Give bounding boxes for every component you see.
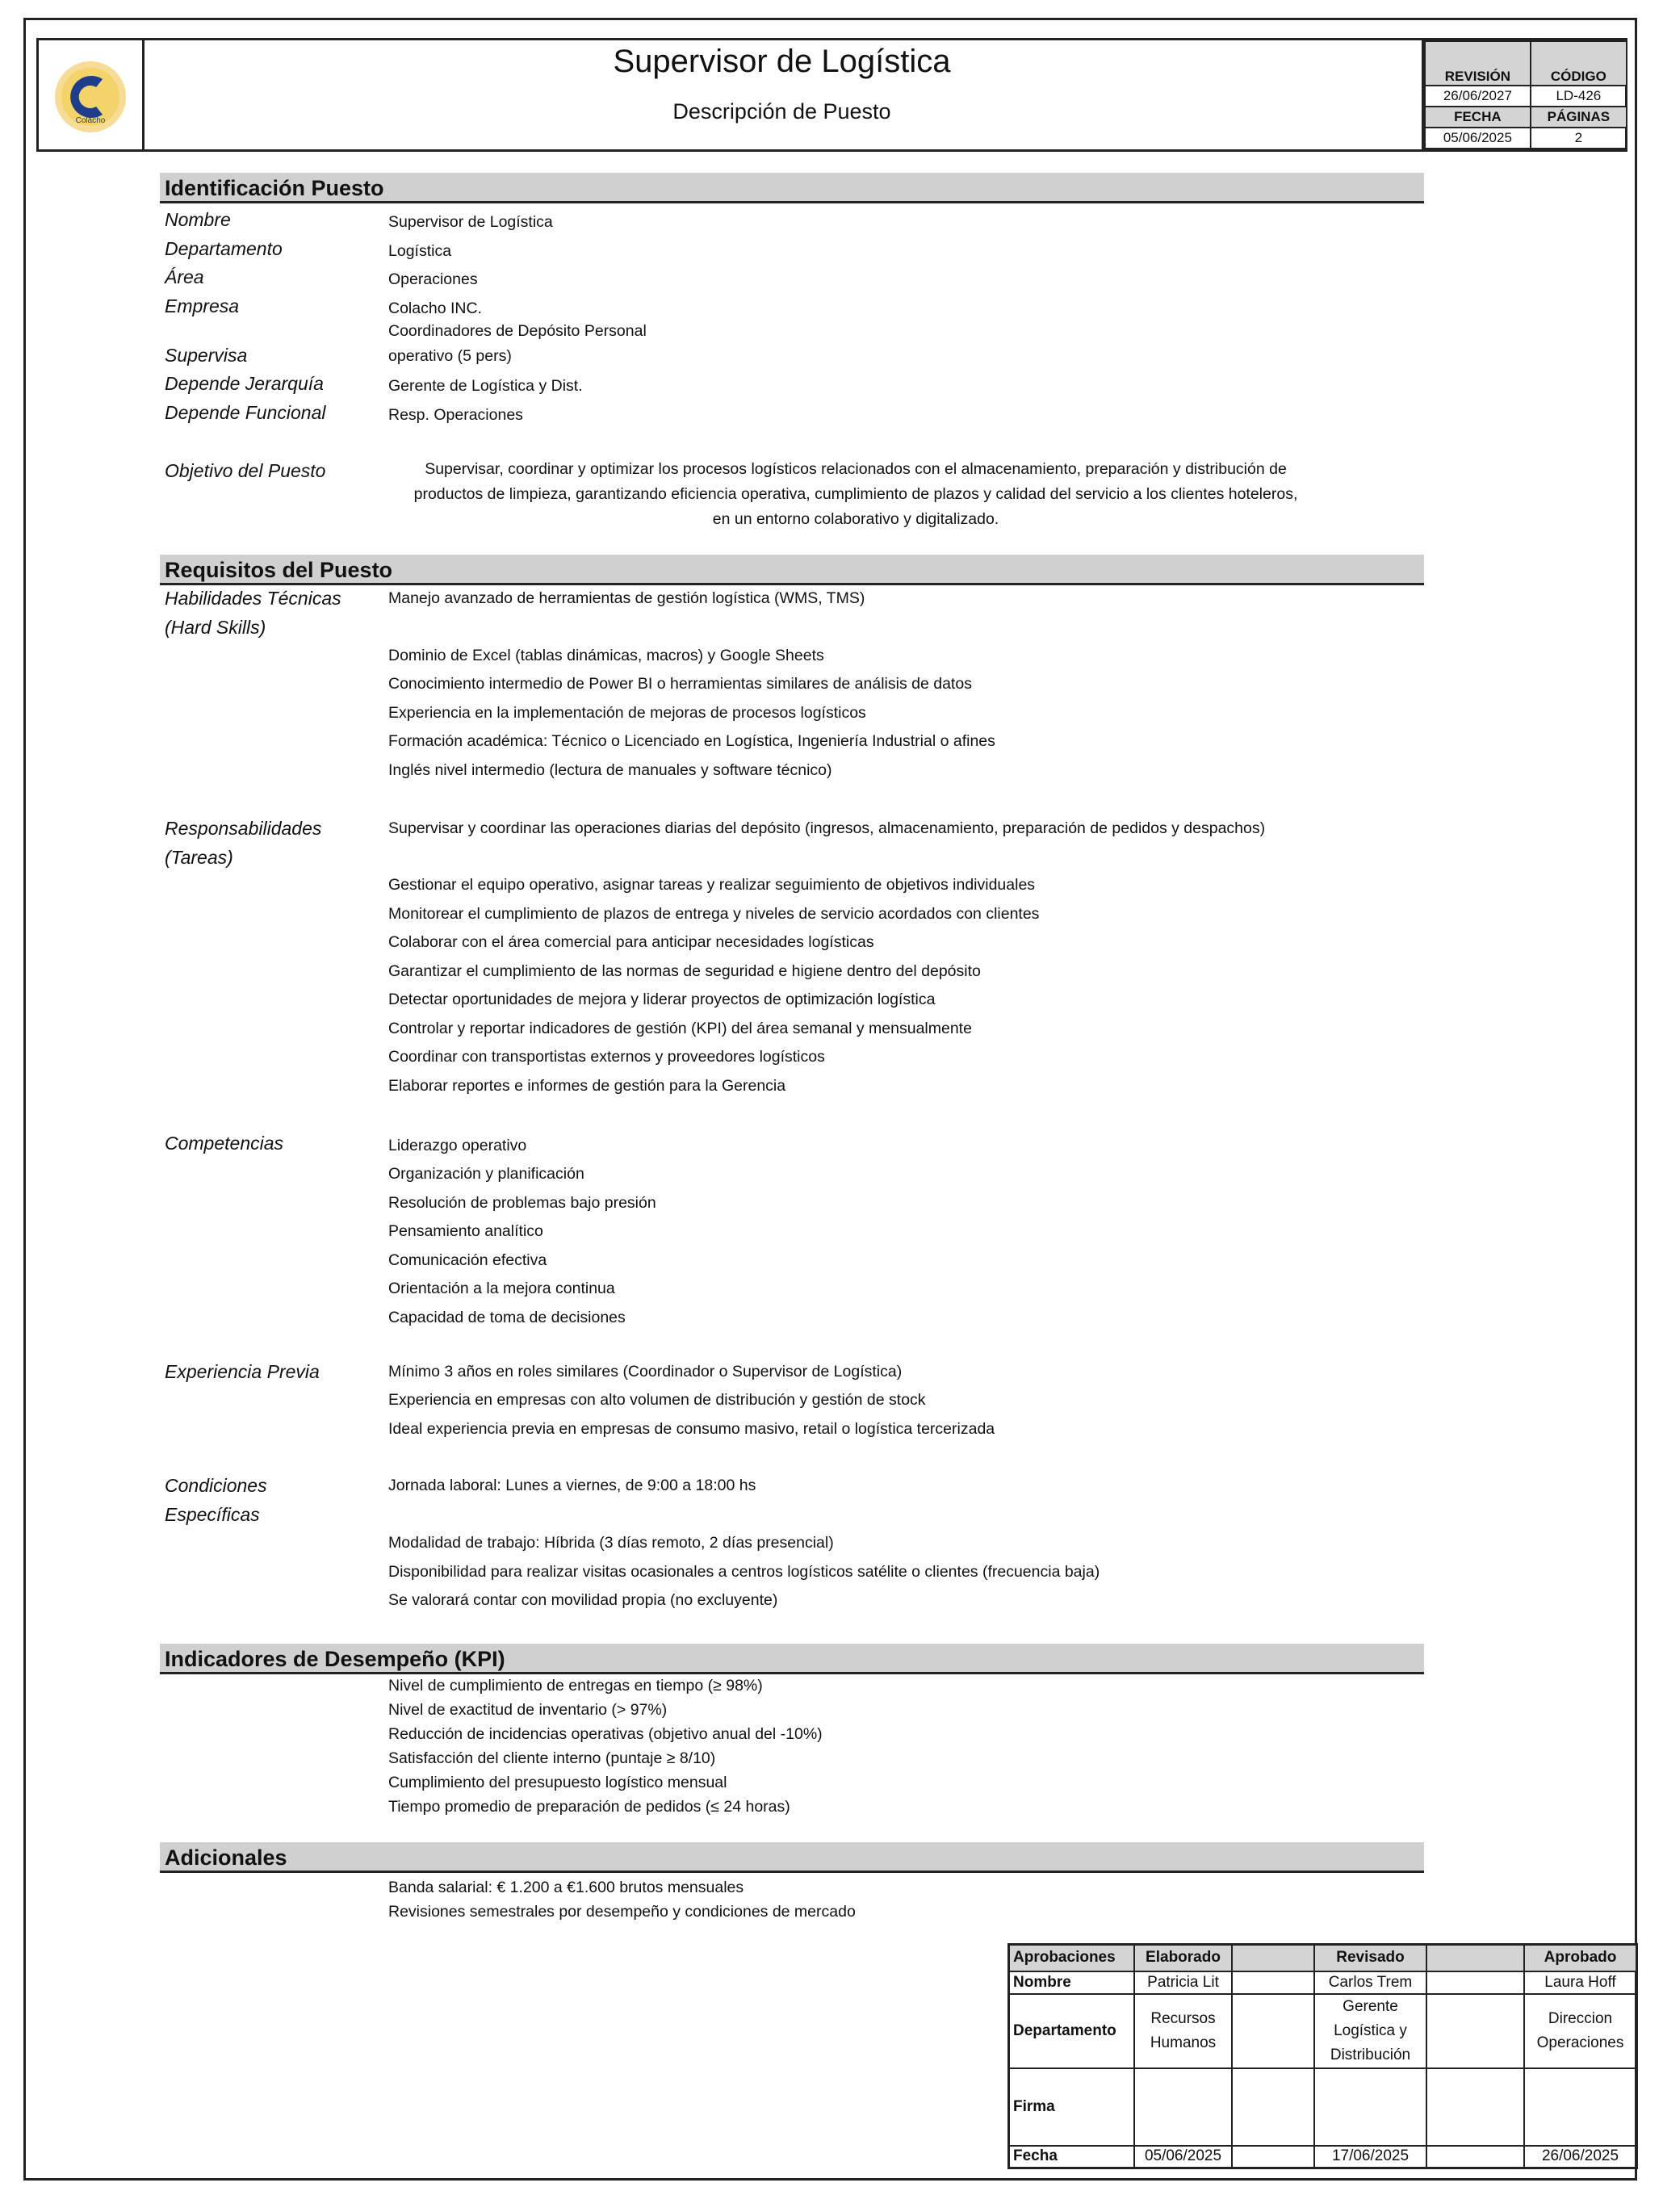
list-item: Organización y planificación [388,1165,584,1183]
list-item: Capacidad de toma de decisiones [388,1309,626,1326]
objetivo-line: productos de limpieza, garantizando eficiencia operativa, cumplimiento de plazos y calidad del servicio a los clientes hoteleros, [413,485,1298,503]
field-label: Área [165,266,204,287]
aprobado-nombre: Laura Hoff [1524,1971,1637,1994]
list-item: Ideal experiencia previa en empresas de consumo masivo, retail o logística tercerizada [388,1420,995,1438]
paginas-value: 2 [1531,128,1627,149]
field-label: Supervisa [165,345,248,366]
approvals-col-label: Aprobaciones [1009,1945,1135,1971]
dept-line: Gerente [1343,1997,1398,2015]
objetivo-line: Supervisar, coordinar y optimizar los procesos logísticos relacionados con el almacenamiento, preparación y distribución de [425,460,1287,478]
field-value: Resp. Operaciones [388,406,523,424]
colacho-logo-icon [46,55,135,136]
list-item: Revisiones semestrales por desempeño y condiciones de mercado [388,1903,856,1921]
field-value: Supervisor de Logística [388,213,553,231]
list-item: Jornada laboral: Lunes a viernes, de 9:00 a 18:00 hs [388,1477,756,1494]
aprobado-firma [1524,2068,1637,2146]
list-item: Inglés nivel intermedio (lectura de manuales y software técnico) [388,761,832,779]
dept-line: Recursos [1150,2009,1216,2027]
list-item: Liderazgo operativo [388,1137,527,1154]
list-item: Pensamiento analítico [388,1222,543,1240]
svg-text:Colacho: Colacho [75,115,106,125]
list-item: Controlar y reportar indicadores de gestión (KPI) del área semanal y mensualmente [388,1020,972,1037]
dept-line: Direccion [1548,2009,1613,2027]
row-label-firma: Firma [1009,2068,1135,2146]
dept-line: Distribución [1330,2046,1411,2063]
hard-skills-label: Habilidades Técnicas [165,588,341,609]
elaborado-nombre: Patricia Lit [1134,1971,1232,1994]
field-value: operativo (5 pers) [388,347,512,365]
codigo-label: CÓDIGO [1531,41,1627,86]
list-item: Gestionar el equipo operativo, asignar tareas y realizar seguimiento de objetivos individuales [388,876,1036,894]
spacer-cell [1232,1945,1314,1971]
list-item: Modalidad de trabajo: Híbrida (3 días remoto, 2 días presencial) [388,1534,834,1552]
condiciones-label: Condiciones [165,1475,267,1496]
field-value: Gerente de Logística y Dist. [388,377,583,395]
list-item: Elaborar reportes e informes de gestión para la Gerencia [388,1077,786,1095]
responsabilidades-label: Responsabilidades [165,818,322,839]
field-value: Logística [388,242,452,260]
revisado-departamento [1314,1994,1426,2068]
list-item: Disponibilidad para realizar visitas ocasionales a centros logísticos satélite o clientes (frecuencia baja) [388,1563,1100,1581]
elaborado-header: Elaborado [1134,1945,1232,1971]
section-kpi-heading: Indicadores de Desempeño (KPI) [160,1644,1424,1674]
row-label-nombre: Nombre [1009,1971,1135,1994]
title-block [142,40,1422,149]
spacer-cell [1426,2146,1524,2168]
elaborado-departamento [1134,1994,1232,2068]
list-item: Banda salarial: € 1.200 a €1.600 brutos mensuales [388,1879,744,1896]
list-item: Manejo avanzado de herramientas de gestión logística (WMS, TMS) [388,589,865,607]
spacer-cell [1232,1994,1314,2068]
row-label-departamento: Departamento [1009,1994,1135,2068]
list-item: Colaborar con el área comercial para anticipar necesidades logísticas [388,933,874,951]
list-item: Conocimiento intermedio de Power BI o herramientas similares de análisis de datos [388,675,972,693]
revision-value: 26/06/2027 [1425,86,1531,107]
revisado-header: Revisado [1314,1945,1426,1971]
objetivo-line: en un entorno colaborativo y digitalizado. [712,510,999,528]
list-item: Mínimo 3 años en roles similares (Coordinador o Supervisor de Logística) [388,1363,903,1380]
list-item: Satisfacción del cliente interno (puntaje ≥ 8/10) [388,1749,716,1767]
list-item: Nivel de cumplimiento de entregas en tiempo (≥ 98%) [388,1677,763,1695]
list-item: Formación académica: Técnico o Licenciado en Logística, Ingeniería Industrial o afines [388,732,995,750]
field-value: Colacho INC. [388,300,482,317]
field-label: Depende Funcional [165,402,326,423]
list-item: Comunicación efectiva [388,1251,547,1269]
spacer-cell [1232,1971,1314,1994]
elaborado-fecha: 05/06/2025 [1134,2146,1232,2168]
objetivo-label: Objetivo del Puesto [165,460,326,481]
paginas-label: PÁGINAS [1531,107,1627,128]
spacer-cell [1426,1945,1524,1971]
dept-line: Logística y [1334,2021,1407,2039]
list-item: Monitorear el cumplimiento de plazos de entrega y niveles de servicio acordados con clientes [388,905,1040,923]
spacer-cell [1232,2068,1314,2146]
section-adicionales-heading: Adicionales [160,1842,1424,1873]
aprobado-fecha: 26/06/2025 [1524,2146,1637,2168]
company-logo [39,40,145,149]
list-item: Detectar oportunidades de mejora y liderar proyectos de optimización logística [388,991,936,1008]
fecha-value: 05/06/2025 [1425,128,1531,149]
section-requisitos-heading: Requisitos del Puesto [160,555,1424,585]
revisado-firma [1314,2068,1426,2146]
responsabilidades-label: (Tareas) [165,847,233,868]
list-item: Resolución de problemas bajo presión [388,1194,656,1212]
revisado-nombre: Carlos Trem [1314,1971,1426,1994]
dept-line: Humanos [1150,2034,1217,2051]
objetivo-text [379,457,1332,532]
condiciones-label: Específicas [165,1504,260,1525]
document-subtitle: Descripción de Puesto [672,99,891,124]
list-item: Experiencia en empresas con alto volumen de distribución y gestión de stock [388,1391,926,1409]
list-item: Orientación a la mejora continua [388,1280,615,1297]
approvals-table [1007,1943,1638,2169]
revision-label: REVISIÓN [1425,41,1531,86]
codigo-value: LD-426 [1531,86,1627,107]
list-item: Experiencia en la implementación de mejoras de procesos logísticos [388,704,866,722]
experiencia-label: Experiencia Previa [165,1361,320,1382]
dept-line: Operaciones [1536,2034,1624,2051]
list-item: Nivel de exactitud de inventario (> 97%) [388,1701,668,1719]
list-item: Supervisar y coordinar las operaciones diarias del depósito (ingresos, almacenamiento, preparación de pedidos y despachos) [388,819,1266,837]
aprobado-header: Aprobado [1524,1945,1637,1971]
spacer-cell [1426,2068,1524,2146]
spacer-cell [1426,1994,1524,2068]
document-meta [1422,40,1627,149]
field-value: Operaciones [388,270,478,288]
aprobado-departamento [1524,1994,1637,2068]
competencias-label: Competencias [165,1133,284,1154]
field-label: Nombre [165,209,231,230]
list-item: Cumplimiento del presupuesto logístico mensual [388,1774,727,1791]
list-item: Tiempo promedio de preparación de pedidos (≤ 24 horas) [388,1798,790,1816]
document-header [36,38,1627,152]
list-item: Dominio de Excel (tablas dinámicas, macros) y Google Sheets [388,647,824,664]
row-label-fecha: Fecha [1009,2146,1135,2168]
field-value: Coordinadores de Depósito Personal [388,322,647,340]
list-item: Garantizar el cumplimiento de las normas de seguridad e higiene dentro del depósito [388,962,981,980]
field-label: Departamento [165,238,283,259]
spacer-cell [1232,2146,1314,2168]
field-label: Empresa [165,295,240,316]
list-item: Reducción de incidencias operativas (objetivo anual del -10%) [388,1725,823,1743]
field-label: Depende Jerarquía [165,373,324,394]
section-identificacion-heading: Identificación Puesto [160,173,1424,203]
hard-skills-label: (Hard Skills) [165,617,266,638]
list-item: Coordinar con transportistas externos y proveedores logísticos [388,1048,825,1066]
fecha-label: FECHA [1425,107,1531,128]
revisado-fecha: 17/06/2025 [1314,2146,1426,2168]
list-item: Se valorará contar con movilidad propia (no excluyente) [388,1591,778,1609]
spacer-cell [1426,1971,1524,1994]
elaborado-firma [1134,2068,1232,2146]
document-title: Supervisor de Logística [613,44,951,79]
